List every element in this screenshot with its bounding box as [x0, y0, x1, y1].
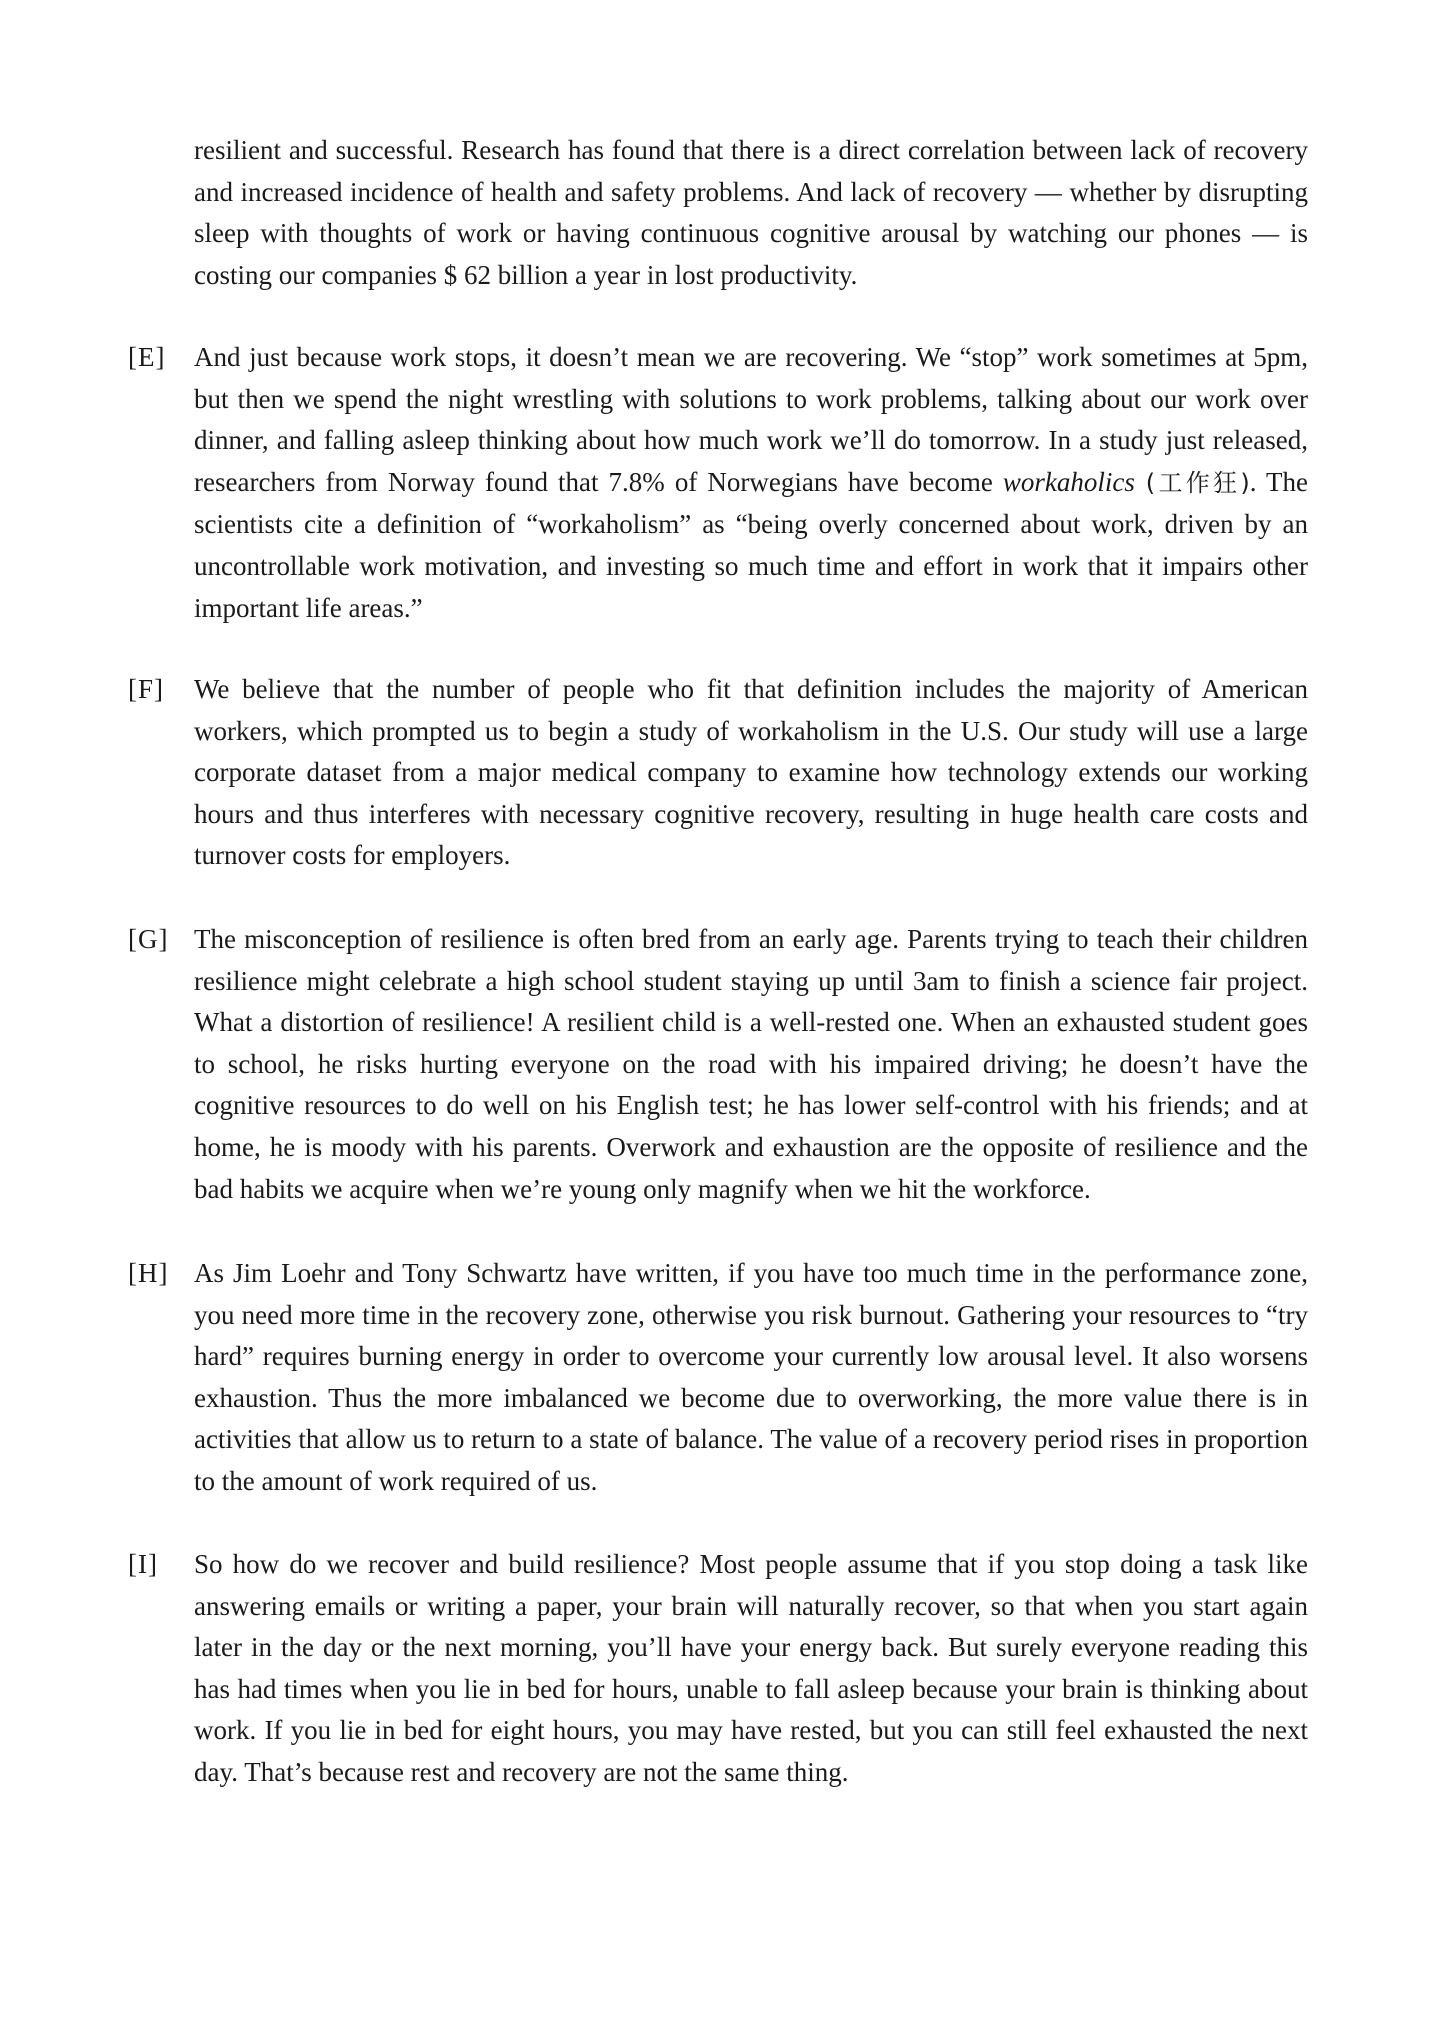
paragraph-text: resilient and successful. Research has found that there is a direct correlation between lack of recovery and increased incidence of health and safety problems. And lack of recovery — whether by disrupting sleep with thoughts of work or having continuous cognitive arousal by watching our phones — is costing our companies $ 62 billion a year in lost productivity. [194, 135, 1308, 290]
paragraph-text: So how do we recover and build resilience? Most people assume that if you stop doing a task like answering emails or writing a paper, your brain will naturally recover, so that when you start again later in the day or the next morning, you’ll have your energy back. But surely everyone reading this has had times when you lie in bed for hours, unable to fall asleep because your brain is thinking about work. If you lie in bed for eight hours, you may have rested, but you can still feel exhausted the next day. That’s because rest and recovery are not the same thing. [194, 1549, 1308, 1787]
paragraph-i [128, 1544, 1308, 1794]
paragraph-h [128, 1253, 1308, 1503]
paragraph-f [128, 669, 1308, 877]
paragraph-e [128, 337, 1308, 629]
chinese-gloss: (工作狂) [1134, 468, 1250, 497]
paragraph-label: [G] [128, 924, 169, 954]
italic-term: workaholics [1002, 466, 1135, 497]
paragraph-text: As Jim Loehr and Tony Schwartz have written, if you have too much time in the performance zone, you need more time in the recovery zone, otherwise you risk burnout. Gathering your resources to “try hard” requires burning energy in order to overcome your currently low arousal level. It also worsens exhaustion. Thus the more imbalanced we become due to overworking, the more value there is in activities that allow us to return to a state of balance. The value of a recovery period rises in proportion to the amount of work required of us. [194, 1258, 1308, 1496]
paragraph-text: We believe that the number of people who fit that definition includes the majority of American workers, which prompted us to begin a study of workaholism in the U.S. Our study will use a large corporate dataset from a major medical company to examine how technology extends our working hours and thus interferes with necessary cognitive recovery, resulting in huge health care costs and turnover costs for employers. [194, 674, 1308, 871]
paragraph-label: [H] [128, 1258, 169, 1288]
paragraph-text: The misconception of resilience is often bred from an early age. Parents trying to teach their children resilience might celebrate a high school student staying up until 3am to finish a science fair project. What a distortion of resilience! A resilient child is a well-rested one. When an exhausted student goes to school, he risks hurting everyone on the road with his impaired driving; he doesn’t have the cognitive resources to do well on his English test; he has lower self-control with his friends; and at home, he is moody with his parents. Overwork and exhaustion are the opposite of resilience and the bad habits we acquire when we’re young only magnify when we hit the workforce. [194, 924, 1308, 1204]
paragraph-label: [I] [128, 1549, 158, 1579]
paragraph-g [128, 919, 1308, 1210]
paragraph-text-part: And just because work stops, it doesn’t mean we are recovering. We “stop” work sometimes at 5pm, but then we spend the night wrestling with solutions to work problems, talking about our work over dinner, and falling asleep thinking about how much work we’ll do tomorrow. In a study just released, researchers from Norway found that 7.8% of Norwegians have become [194, 342, 1308, 497]
paragraph-label: [F] [128, 674, 164, 704]
paragraph-label: [E] [128, 342, 166, 372]
paragraph-text-part: . The scientists cite a definition of “workaholism” as “being overly concerned about work, driven by an uncontrollable work motivation, and investing so much time and effort in work that it impairs other important life areas.” [194, 466, 1308, 623]
paragraph-continuation [128, 130, 1308, 296]
paragraph-text [194, 337, 1308, 629]
